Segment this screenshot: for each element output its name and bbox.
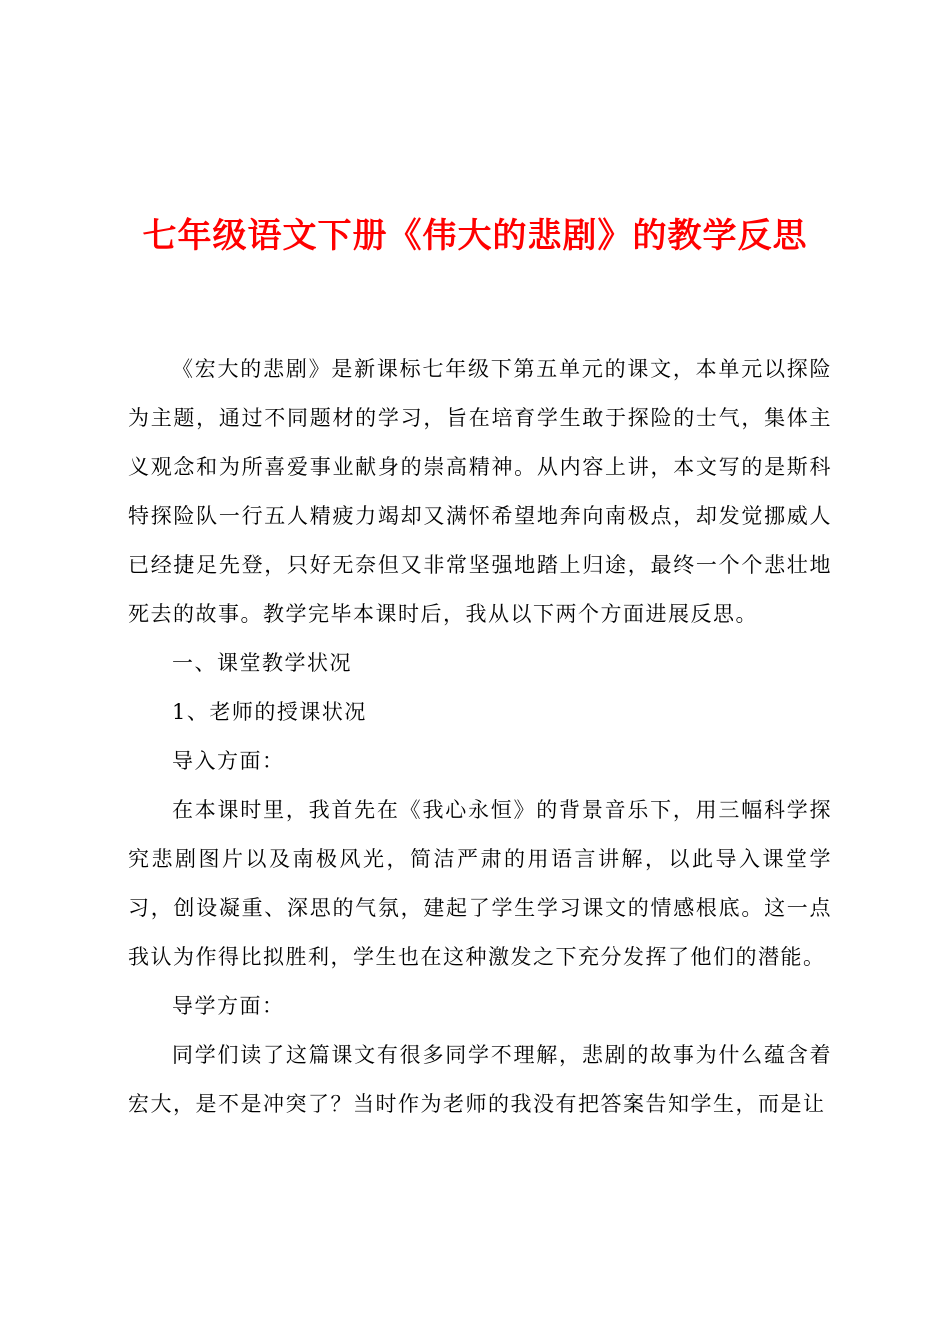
- document-title: 七年级语文下册《伟大的悲剧》的教学反思: [142, 216, 808, 256]
- label-guidance: 导学方面：: [172, 994, 285, 1018]
- paragraph-intro: 《宏大的悲剧》是新课标七年级下第五单元的课文，本单元以探险为主题，通过不同题材的学习，旨在培育学生敢于探险的士气，集体主义观念和为所喜爱事业献身的崇高精神。从内容上讲，本文写的是斯科特探险队一行五人精疲力竭却又满怀希望地奔向南极点，却发觉挪威人已经捷足先登，只好无奈但又非常坚强地踏上归途，最终一个个悲壮地死去的故事。教学完毕本课时后，我从以下两个方面进展反思。: [128, 357, 832, 626]
- label-introduction: 导入方面：: [172, 749, 285, 773]
- subsection-heading-teacher: 1、老师的授课状况: [172, 700, 367, 724]
- paragraph-guidance: 同学们读了这篇课文有很多同学不理解，悲剧的故事为什么蕴含着宏大，是不是冲突了？当时作为老师的我没有把答案告知学生，而是让: [128, 1043, 832, 1116]
- section-heading-classroom: 一、课堂教学状况: [172, 651, 352, 675]
- paragraph-introduction: 在本课时里，我首先在《我心永恒》的背景音乐下，用三幅科学探究悲剧图片以及南极风光，简洁严肃的用语言讲解，以此导入课堂学习，创设凝重、深思的气氛，建起了学生学习课文的情感根底。这一点我认为作得比拟胜利，学生也在这种激发之下充分发挥了他们的潜能。: [128, 798, 832, 969]
- document-body: [128, 345, 832, 1129]
